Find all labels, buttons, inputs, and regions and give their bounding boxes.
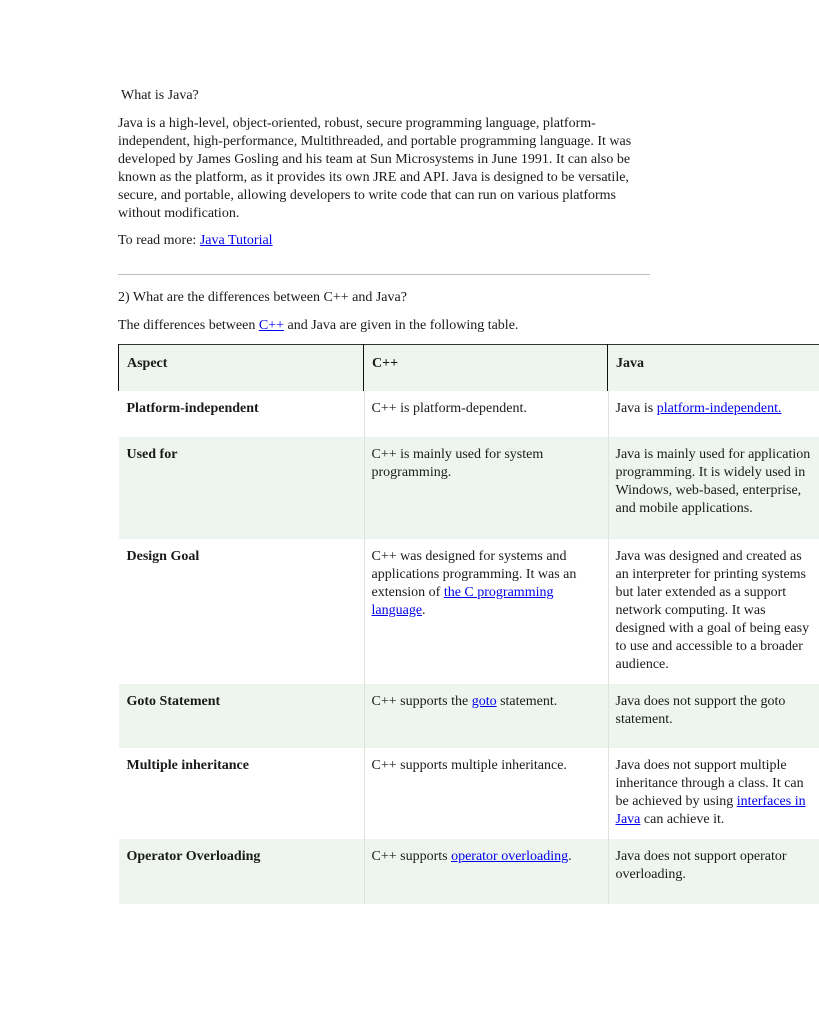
table-row <box>119 839 819 904</box>
cpp-cell <box>364 684 608 748</box>
read-more-prefix: To read more: <box>118 233 200 248</box>
cell-text-after: can achieve it. <box>640 811 725 827</box>
cpp-cell <box>364 539 608 684</box>
table-row <box>119 391 819 437</box>
c-programming-language-link[interactable]: the C programming language <box>371 584 554 618</box>
read-more-line <box>118 232 273 250</box>
cell-text-before: Java does not support multiple inheritance through a class. It can be achieved by using <box>615 757 804 809</box>
intro-paragraph: Java is a high-level, object-oriented, robust, secure programming language, platform-independent, high-performance, Multithreaded, and portable programming language. It was developed by James Gosling and his team at Sun Microsystems in June 1991. It can also be known as the platform, as it provides its own JRE and API. Java is designed to be versatile, secure, and portable, allowing developers to write code that can run on various platforms without modification. <box>118 116 632 221</box>
header-java: Java <box>608 345 819 391</box>
cpp-cell: C++ is mainly used for system programming. <box>364 437 608 539</box>
interfaces-in-java-link[interactable]: interfaces in Java <box>615 793 806 827</box>
row-aspect: Used for <box>126 446 178 462</box>
row-aspect: Design Goal <box>126 548 200 564</box>
cell-text-before: C++ was designed for systems and applications programming. It was an extension of <box>371 548 577 600</box>
java-cell: Java does not support operator overloading. <box>608 839 819 904</box>
cell-text-before: C++ supports <box>371 848 452 864</box>
question-1-heading: What is Java? <box>121 88 199 103</box>
diff-before: The differences between <box>118 318 259 333</box>
cell-text-after: . <box>568 848 572 864</box>
differences-intro <box>118 317 518 335</box>
cell-text-after: . <box>422 602 426 618</box>
diff-after: and Java are given in the following table. <box>283 318 519 333</box>
java-cell: Java was designed and created as an interpreter for printing systems but later extended as a support network computing. It was designed with a goal of being easy to use and accessible to a broader audience. <box>608 539 819 684</box>
java-cell <box>608 391 819 437</box>
row-aspect: Goto Statement <box>126 693 221 709</box>
row-aspect: Operator Overloading <box>126 848 261 864</box>
goto-link[interactable]: goto <box>471 693 497 709</box>
operator-overloading-link[interactable]: operator overloading <box>451 848 569 864</box>
table-row <box>119 437 819 539</box>
cpp-cell <box>364 839 608 904</box>
cell-text-after: statement. <box>496 693 558 709</box>
platform-independent-link[interactable]: platform-independent. <box>656 400 782 416</box>
question-2-heading: 2) What are the differences between C++ and Java? <box>118 290 407 305</box>
cpp-cell: C++ supports multiple inheritance. <box>364 748 608 839</box>
table-row <box>119 684 819 748</box>
row-aspect: Multiple inheritance <box>126 757 249 773</box>
comparison-table-wrapper <box>118 344 818 904</box>
comparison-table <box>118 344 819 904</box>
java-tutorial-link[interactable]: Java Tutorial <box>199 233 273 248</box>
table-row <box>119 539 819 684</box>
java-cell <box>608 748 819 839</box>
cell-text-before: Java is <box>615 400 657 416</box>
java-cell: Java is mainly used for application programming. It is widely used in Windows, web-based, enterprise, and mobile applications. <box>608 437 819 539</box>
header-aspect: Aspect <box>119 345 364 391</box>
header-cpp: C++ <box>364 345 608 391</box>
table-row <box>119 748 819 839</box>
cell-text-before: C++ supports the <box>371 693 472 709</box>
cpp-link[interactable]: C++ <box>258 318 284 333</box>
cpp-cell: C++ is platform-dependent. <box>364 391 608 437</box>
horizontal-divider <box>118 274 650 275</box>
java-cell: Java does not support the goto statement. <box>608 684 819 748</box>
table-header-row <box>119 345 819 391</box>
row-aspect: Platform-independent <box>126 400 259 416</box>
